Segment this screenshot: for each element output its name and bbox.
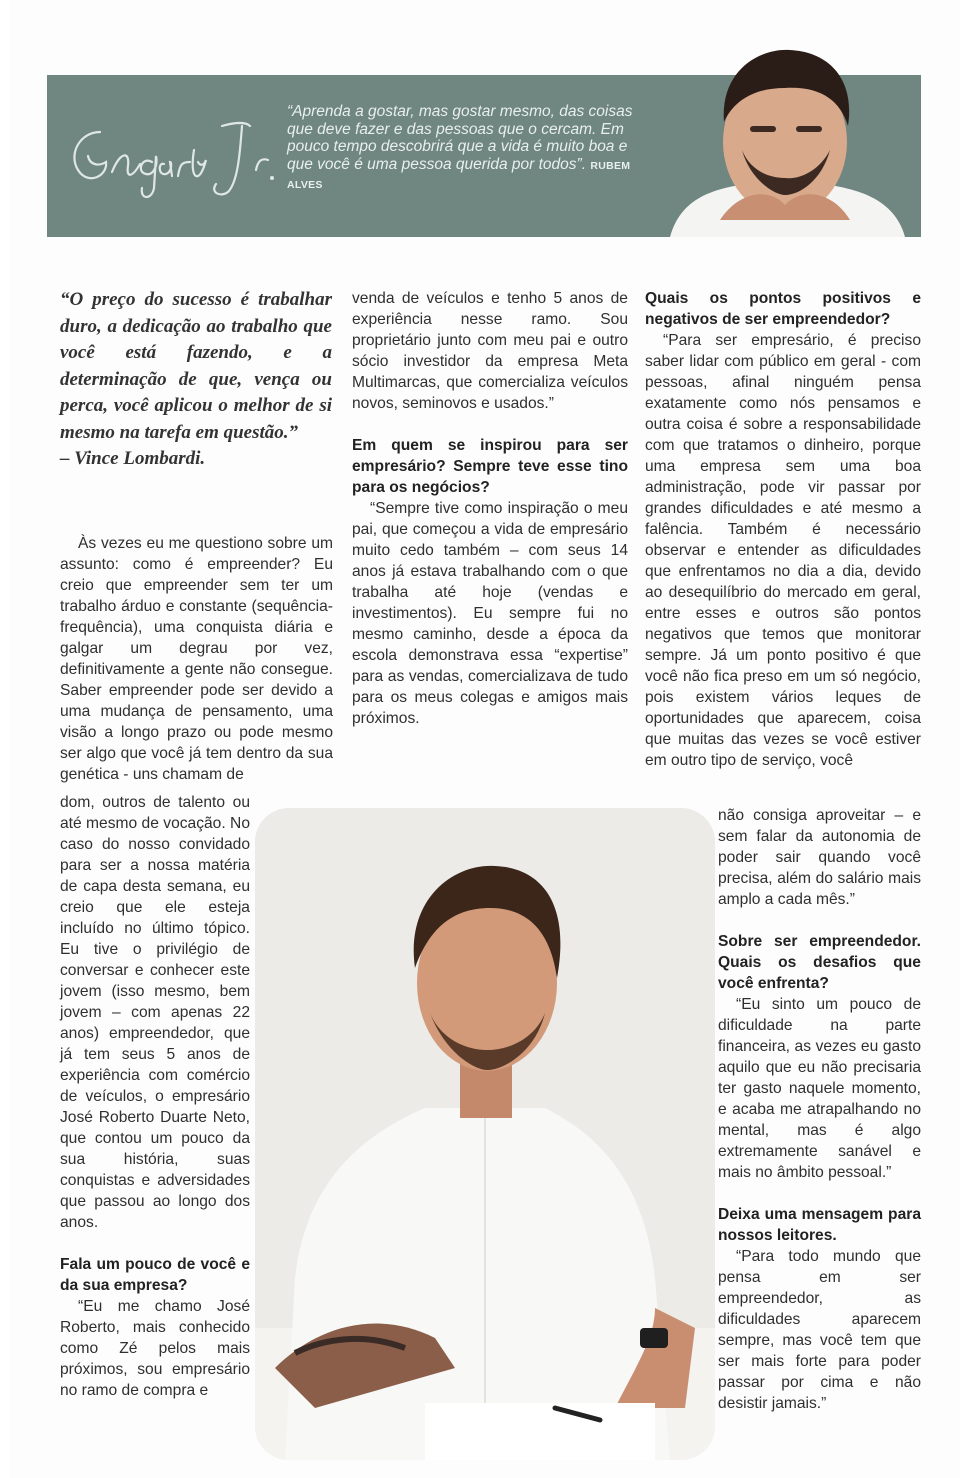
column-3-narrow <box>718 805 921 1414</box>
pull-quote-author: – Vince Lombardi. <box>60 448 206 469</box>
answer-3: “Para ser empresário, é preciso saber lidar com público em geral - com pessoas, afinal ninguém pensa exatamente como nós pensamos e outra coisa é sobre a responsabilidade com que tratamos o dinheiro, porque uma empresa sem uma boa administração, pode vir passar por grandes dificuldades e até mesmo a falência. Também é necessário observar e entender as dificuldades que enfrentamos no dia a dia, devido ao desequilíbrio do mercado em geral, entre esses e outros são pontos negativos que temos que monitorar sempre. Já um ponto positivo é que você não fica preso em um só negócio, pois existem vários leques de oportunidades que aparecem, coisa que muitas das vezes se você estiver em outro tipo de serviço, você <box>645 332 921 769</box>
column-3 <box>645 288 921 771</box>
intro-paragraph-cont: dom, outros de talento ou até mesmo de vocação. No caso do nosso convidado para ser a nossa matéria de capa desta semana, eu creio que ele esteja incluído no último tópico. Eu tive o privilégio de conversar e conhecer este jovem (isso mesmo, bem jovem – com apenas 22 anos) empreendedor, que já tem seus 5 anos de experiência com comércio de veículos, o empresário José Roberto Duarte Neto, que contou um pouco da sua história, suas conquistas e adversidades que passou ao longo dos anos. <box>60 794 250 1231</box>
answer-2: “Sempre tive como inspiração o meu pai, que começou a vida de empresário muito cedo também – com seus 14 anos já estava trabalhando com o que trabalha até hoje (vendas e investimentos). Eu sempre fui no mesmo caminho, desde a época da escola demonstrava essa “expertise” para as vendas, comercializava de tudo para os meus colegas e amigos mais próximos. <box>352 500 628 727</box>
answer-1: “Eu me chamo José Roberto, mais conhecido como Zé pelos mais próximos, sou empresário no ramo de compra e <box>60 1298 250 1399</box>
question-3: Quais os pontos positivos e negativos de ser empreendedor? <box>645 290 921 328</box>
answer-3-cont: não consiga aproveitar – e sem falar da autonomia de poder sair quando você precisa, além do salário mais amplo a cada mês.” <box>718 807 921 908</box>
signature-logo <box>60 92 275 212</box>
question-5: Deixa uma mensagem para nossos leitores. <box>718 1206 921 1244</box>
pull-quote-text: “O preço do sucesso é trabalhar duro, a dedicação ao trabalho que você está fazendo, e a determinação de que, vença ou perca, você aplicou o melhor de si mesmo na tarefa em questão.” <box>60 289 332 443</box>
answer-4: “Eu sinto um pouco de dificuldade na parte financeira, as vezes eu gasto aquilo que eu não precisaria ter gasto naquele momento, e acaba me atrapalhando no mental, mas é algo extremamente sanável e mais no âmbito pessoal.” <box>718 996 921 1181</box>
question-1: Fala um pouco de você e da sua empresa? <box>60 1256 250 1294</box>
pull-quote <box>60 287 332 473</box>
header-quote-author: RUBEM ALVES <box>287 159 631 191</box>
column-1-narrow <box>60 792 250 1401</box>
interviewee-photo <box>255 808 715 1460</box>
answer-5: “Para todo mundo que pensa em ser empreendedor, as dificuldades aparecem sempre, mas você tem que ser mais forte para poder passar por cima e não desistir jamais.” <box>718 1248 921 1412</box>
header-quote-text: “Aprenda a gostar, mas gostar mesmo, das coisas que deve fazer e das pessoas que o cercam. Em pouco tempo descobrirá que a vida é muito boa e que você é uma pessoa querida por todos”. <box>287 103 633 173</box>
header-quote <box>287 103 642 195</box>
author-portrait <box>650 30 921 237</box>
answer-1-cont: venda de veículos e tenho 5 anos de experiência nesse ramo. Sou proprietário junto com meu pai e outro sócio investidor da empresa Meta Multimarcas, que comercializa veículos novos, seminovos e usados.” <box>352 290 628 412</box>
column-2 <box>352 288 628 729</box>
question-4: Sobre ser empreendedor. Quais os desafios que você enfrenta? <box>718 933 921 992</box>
interviewee-illustration <box>255 808 715 1460</box>
column-1-intro <box>60 533 333 785</box>
question-2: Em quem se inspirou para ser empresário? Sempre teve esse tino para os negócios? <box>352 437 628 496</box>
intro-paragraph: Às vezes eu me questiono sobre um assunto: como é empreender? Eu creio que empreender sem ter um trabalho árduo e constante (sequência-frequência), uma conquista diária e galgar um degrau por vez, definitivamente a gente não consegue. Saber empreender pode ser devido a uma mudança de pensamento, uma visão a longo prazo ou pode mesmo ser algo que você já tem dentro da sua genética - uns chamam de <box>60 535 333 783</box>
